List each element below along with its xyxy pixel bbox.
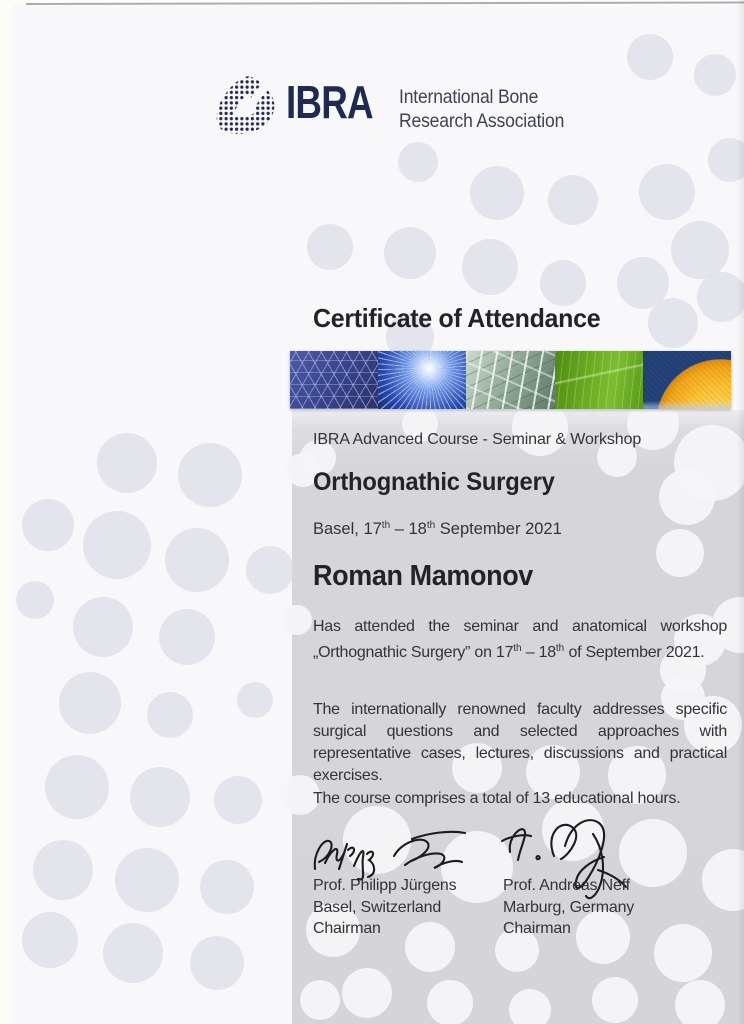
decorative-dot bbox=[97, 433, 157, 493]
attendee-name: Roman Mamonov bbox=[313, 560, 533, 592]
hours-paragraph: The course comprises a total of 13 educational hours. bbox=[313, 790, 681, 807]
date-superscript: th bbox=[381, 520, 391, 531]
decorative-dot bbox=[654, 924, 712, 982]
decorative-dot bbox=[115, 848, 179, 912]
signatory-left bbox=[313, 875, 456, 940]
course-date-line bbox=[313, 520, 727, 539]
decorative-dot bbox=[159, 609, 215, 665]
attendance-superscript: th bbox=[513, 643, 522, 654]
signatory-name: Prof. Philipp Jürgens bbox=[313, 877, 457, 894]
decorative-dot bbox=[22, 499, 74, 551]
course-series-line: IBRA Advanced Course - Seminar & Workshop bbox=[313, 431, 642, 448]
banner-panel-orange-dome bbox=[643, 351, 731, 409]
decorative-dot bbox=[59, 672, 121, 734]
banner-panel-triangulated-mesh bbox=[290, 351, 378, 409]
decorative-dot bbox=[342, 968, 392, 1018]
decorative-dot bbox=[639, 164, 695, 220]
course-name: Orthognathic Surgery bbox=[313, 468, 555, 496]
banner-image-strip bbox=[290, 351, 731, 409]
ibra-dotted-logo-icon bbox=[213, 74, 279, 140]
decorative-dot bbox=[627, 34, 673, 80]
decorative-dot bbox=[214, 776, 262, 824]
decorative-dot bbox=[307, 224, 353, 270]
signatory-name: Prof. Andreas Neff bbox=[503, 877, 630, 894]
certificate-title: Certificate of Attendance bbox=[313, 303, 601, 333]
attendance-text: of September 2021. bbox=[564, 644, 705, 661]
signatory-role: Chairman bbox=[313, 920, 381, 937]
decorative-dot bbox=[45, 755, 109, 819]
signatory-location: Marburg, Germany bbox=[503, 898, 635, 916]
decorative-dot bbox=[398, 142, 438, 182]
organization-name bbox=[399, 86, 564, 133]
signatory-right bbox=[503, 875, 634, 940]
attendance-text: Has attended the seminar and anatomical workshop „Orthognathic Surgery” on 17 bbox=[313, 618, 727, 661]
decorative-dot bbox=[237, 682, 273, 718]
decorative-dot bbox=[470, 166, 524, 220]
scan-edge-shadow bbox=[737, 0, 744, 1024]
decorative-dot bbox=[103, 923, 163, 983]
date-superscript: th bbox=[426, 520, 436, 531]
decorative-dot bbox=[384, 227, 436, 279]
decorative-dot bbox=[83, 511, 151, 579]
banner-panel-steel-structure bbox=[466, 351, 554, 409]
decorative-dot bbox=[130, 767, 190, 827]
decorative-dot bbox=[73, 597, 133, 657]
decorative-dot bbox=[190, 936, 244, 990]
decorative-dot bbox=[675, 980, 725, 1024]
decorative-dot bbox=[33, 840, 93, 900]
decorative-dot bbox=[592, 977, 638, 1023]
banner-panel-light-burst bbox=[378, 351, 466, 409]
banner-panel-leaf-macro bbox=[555, 351, 643, 409]
attendance-text: – 18 bbox=[521, 644, 556, 661]
decorative-dot bbox=[300, 980, 340, 1020]
decorative-dot bbox=[178, 443, 242, 507]
decorative-dot bbox=[200, 860, 254, 914]
decorative-dot bbox=[16, 581, 54, 619]
decorative-dot bbox=[22, 912, 78, 968]
date-part: – 18 bbox=[390, 520, 427, 538]
decorative-dot bbox=[165, 528, 229, 592]
date-part: September 2021 bbox=[435, 520, 562, 538]
decorative-dot bbox=[548, 175, 598, 225]
date-part: Basel, 17 bbox=[313, 520, 382, 538]
decorative-dot bbox=[648, 298, 698, 348]
decorative-dot bbox=[147, 692, 193, 738]
decorative-dot bbox=[540, 260, 586, 306]
organization-line1: International Bone bbox=[399, 86, 539, 108]
decorative-dot bbox=[462, 239, 518, 295]
signatory-role: Chairman bbox=[503, 920, 571, 937]
decorative-dot bbox=[694, 54, 736, 96]
brand-wordmark: IBRA bbox=[286, 76, 373, 128]
decorative-dot bbox=[246, 546, 294, 594]
attendance-superscript: th bbox=[555, 643, 565, 654]
decorative-dot bbox=[427, 980, 473, 1024]
attendance-paragraph bbox=[313, 616, 727, 664]
signatory-location: Basel, Switzerland bbox=[313, 898, 442, 916]
organization-line2: Research Association bbox=[399, 109, 565, 132]
decorative-dot bbox=[509, 989, 551, 1024]
decorative-dot bbox=[282, 605, 312, 635]
faculty-paragraph: The internationally renowned faculty addresses specific surgical questions and selected approaches with representative cases, lectures, discussions and practical exercises. bbox=[313, 701, 727, 784]
decorative-dot bbox=[671, 221, 729, 279]
